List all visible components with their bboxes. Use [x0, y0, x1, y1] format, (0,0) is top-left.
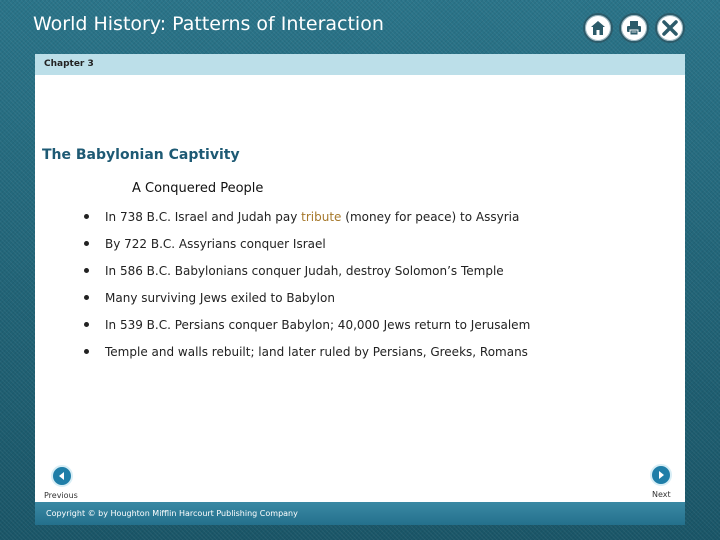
bullet-text-after: (money for peace) to Assyria	[341, 210, 520, 224]
arrow-left-icon	[57, 471, 67, 481]
print-icon	[625, 19, 643, 37]
list-item	[79, 208, 530, 235]
footer	[35, 502, 685, 525]
bullet-icon	[84, 268, 89, 273]
bullet-text: In 539 B.C. Persians conquer Babylon; 40,000 Jews return to Jerusalem	[105, 318, 531, 332]
list-item	[79, 262, 530, 289]
highlight-term: tribute	[301, 210, 342, 224]
close-button[interactable]	[655, 13, 685, 43]
chapter-bar	[35, 54, 685, 75]
next-button[interactable]	[650, 464, 672, 486]
list-item	[79, 316, 530, 343]
bullet-text-before: In 738 B.C. Israel and Judah pay	[105, 210, 302, 224]
slide-content	[35, 54, 685, 502]
list-item	[79, 235, 530, 262]
bullet-list	[79, 208, 530, 370]
next-label[interactable]: Next	[652, 490, 671, 499]
previous-button[interactable]	[51, 465, 73, 487]
bullet-icon	[84, 214, 89, 219]
bullet-icon	[84, 295, 89, 300]
list-item	[79, 343, 530, 370]
bullet-icon	[84, 322, 89, 327]
chapter-label: Chapter 3	[44, 59, 94, 69]
bullet-text: By 722 B.C. Assyrians conquer Israel	[105, 237, 326, 251]
arrow-right-icon	[656, 470, 666, 480]
bullet-icon	[84, 241, 89, 246]
slide-title: The Babylonian Captivity	[42, 147, 240, 163]
toolbar	[583, 13, 685, 43]
list-item	[79, 289, 530, 316]
slide-subheading: A Conquered People	[132, 181, 264, 196]
bullet-text: Temple and walls rebuilt; land later ruled by Persians, Greeks, Romans	[105, 345, 528, 359]
bullet-icon	[84, 349, 89, 354]
close-icon	[661, 19, 679, 37]
previous-label[interactable]: Previous	[44, 491, 78, 500]
bullet-text: In 586 B.C. Babylonians conquer Judah, destroy Solomon’s Temple	[105, 264, 504, 278]
bullet-text: Many surviving Jews exiled to Babylon	[105, 291, 335, 305]
print-button[interactable]	[619, 13, 649, 43]
app-title: World History: Patterns of Interaction	[33, 13, 384, 35]
copyright-text: Copyright © by Houghton Mifflin Harcourt Publishing Company	[46, 509, 298, 518]
home-icon	[589, 19, 607, 37]
home-button[interactable]	[583, 13, 613, 43]
